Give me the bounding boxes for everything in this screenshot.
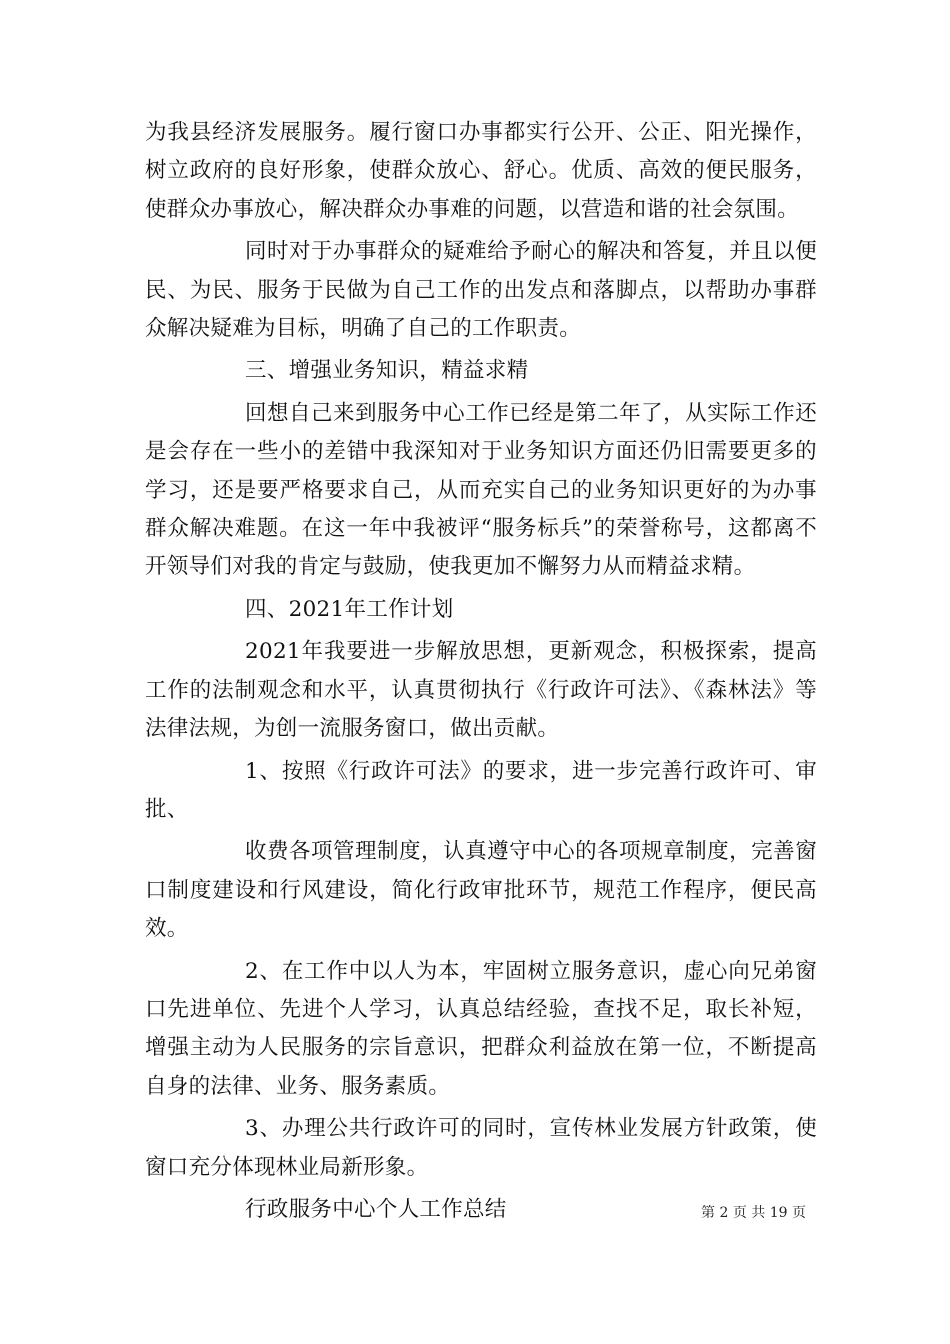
plan-item-3: 3、办理公共行政许可的同时，宣传林业发展方针政策，使窗口充分体现林业局新形象。 <box>145 1116 817 1180</box>
document-title-next: 行政服务中心个人工作总结 <box>245 1196 507 1222</box>
paragraph-2: 同时对于办事群众的疑难给予耐心的解决和答复，并且以便民、为民、服务于民做为自己工作的出发点和落脚点，以帮助办事群众解决疑难为目标，明确了自己的工作职责。 <box>145 239 817 342</box>
plan-item-1: 1、按照《行政许可法》的要求，进一步完善行政许可、审批、 <box>145 758 817 822</box>
page-number-footer: 第 2 页 共 19 页 <box>701 1205 806 1221</box>
section-heading-4: 四、2021年工作计划 <box>245 596 454 622</box>
section-heading-3: 三、增强业务知识，精益求精 <box>245 358 529 384</box>
paragraph-4: 2021年我要进一步解放思想，更新观念，积极探索，提高工作的法制观念和水平，认真贯彻执行《行政许可法》、《森林法》等法律法规，为创一流服务窗口，做出贡献。 <box>145 639 817 742</box>
plan-item-1-continued: 收费各项管理制度，认真遵守中心的各项规章制度，完善窗口制度建设和行风建设，简化行政审批环节，规范工作程序，便民高效。 <box>145 839 817 942</box>
paragraph-3: 回想自己来到服务中心工作已经是第二年了，从实际工作还是会存在一些小的差错中我深知对于业务知识方面还仍旧需要更多的学习，还是要严格要求自己，从而充实自己的业务知识更好的为办事群众解决难题。在这一年中我被评“服务标兵”的荣誉称号，这都离不开领导们对我的肯定与鼓励，使我更加不懈努力从而精益求精。 <box>145 400 817 580</box>
plan-item-2: 2、在工作中以人为本，牢固树立服务意识，虚心向兄弟窗口先进单位、先进个人学习，认真总结经验，查找不足，取长补短，增强主动为人民服务的宗旨意识，把群众利益放在第一位，不断提高自身的法律、业务、服务素质。 <box>145 958 817 1099</box>
document-body <box>145 114 817 1229</box>
paragraph-1: 为我县经济发展服务。履行窗口办事都实行公开、公正、阳光操作，树立政府的良好形象，使群众放心、舒心。优质、高效的便民服务，使群众办事放心，解决群众办事难的问题，以营造和谐的社会氛围。 <box>145 120 817 222</box>
